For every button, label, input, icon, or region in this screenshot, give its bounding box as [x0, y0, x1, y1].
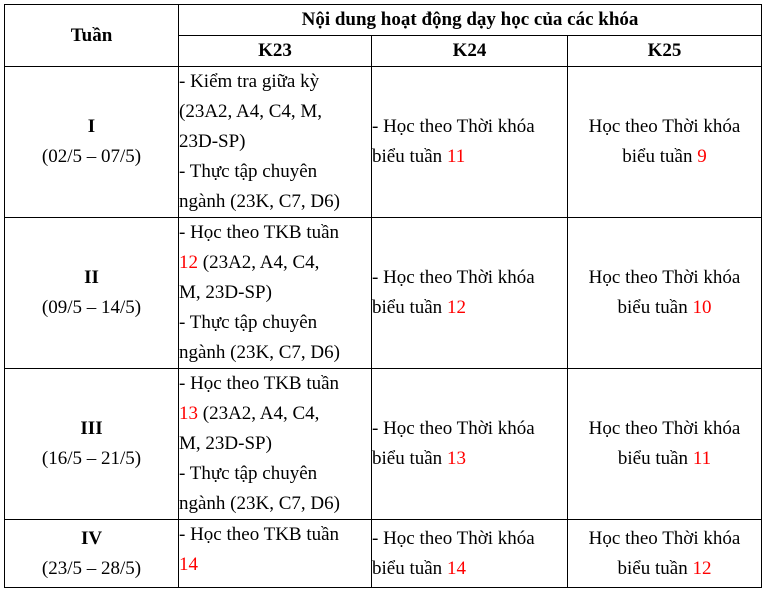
k23-text-line: M, 23D-SP)	[179, 282, 272, 303]
k23-text-line: - Thực tập chuyên	[179, 463, 318, 484]
k23-cell	[179, 520, 372, 588]
k25-cell	[568, 369, 762, 520]
k25-text-prefix: biểu tuần	[617, 297, 693, 318]
k25-text-line: Học theo Thời khóa	[588, 418, 741, 439]
k23-text-line: - Học theo TKB tuần	[179, 222, 340, 243]
k25-text-line	[568, 554, 761, 584]
k24-week-number: 12	[446, 297, 466, 318]
k23-text-line: ngành (23K, C7, D6)	[179, 342, 340, 363]
k24-text-line	[372, 293, 567, 323]
k25-text-line	[568, 293, 761, 323]
k24-cell	[372, 67, 568, 218]
week-cell	[5, 218, 179, 369]
week-number: III	[80, 418, 103, 439]
k23-text-line	[179, 399, 371, 429]
k24-cell	[372, 218, 568, 369]
k24-text-line: - Học theo Thời khóa	[372, 267, 535, 288]
k25-week-number: 10	[692, 297, 712, 318]
k23-text-line: M, 23D-SP)	[179, 433, 272, 454]
k24-text-prefix: biểu tuần	[372, 146, 447, 167]
k23-text-line	[179, 248, 371, 278]
k24-text-line: - Học theo Thời khóa	[372, 527, 535, 549]
k25-text-prefix: biểu tuần	[622, 146, 698, 167]
k23-text-line: - Học theo TKB tuần	[179, 524, 340, 545]
k23-cell	[179, 218, 372, 369]
week-dates: (02/5 – 07/5)	[41, 146, 142, 167]
header-row-main	[5, 5, 762, 36]
k24-text-line	[372, 444, 567, 474]
week-dates: (23/5 – 28/5)	[41, 557, 142, 579]
k24-cell	[372, 520, 568, 588]
k23-text-suffix: (23A2, A4, C4,	[198, 252, 320, 273]
k25-week-number: 9	[697, 146, 707, 167]
k25-text-line	[568, 142, 761, 172]
k25-cell	[568, 520, 762, 588]
k24-week-number: 14	[446, 557, 466, 579]
k24-text-line	[372, 142, 567, 172]
k23-text-line: - Thực tập chuyên	[179, 312, 318, 333]
activity-group-header: Nội dung hoạt động dạy học của các khóa	[179, 5, 762, 36]
k25-week-number: 11	[692, 448, 712, 469]
table-row	[5, 520, 762, 588]
k24-week-number: 13	[446, 448, 466, 469]
course-header-k24: K24	[372, 36, 568, 67]
table-row	[5, 67, 762, 218]
k23-text-suffix: (23A2, A4, C4,	[198, 403, 320, 424]
k23-text-line: - Kiểm tra giữa kỳ	[179, 71, 320, 92]
k24-week-number: 11	[446, 146, 466, 167]
k25-cell	[568, 67, 762, 218]
k23-text-line: ngành (23K, C7, D6)	[179, 493, 340, 514]
k25-text-line: Học theo Thời khóa	[588, 527, 741, 549]
k23-text-line: - Học theo TKB tuần	[179, 373, 340, 394]
k24-text-line: - Học theo Thời khóa	[372, 116, 535, 137]
k23-week-number: 14	[179, 554, 198, 575]
k25-text-prefix: biểu tuần	[617, 557, 693, 579]
week-cell	[5, 520, 179, 588]
week-dates: (16/5 – 21/5)	[41, 448, 142, 469]
course-header-k23: K23	[179, 36, 372, 67]
k25-cell	[568, 218, 762, 369]
week-dates: (09/5 – 14/5)	[41, 297, 142, 318]
k25-text-line: Học theo Thời khóa	[588, 267, 741, 288]
table-row	[5, 369, 762, 520]
k25-text-prefix: biểu tuần	[617, 448, 693, 469]
week-number: II	[84, 267, 99, 288]
k23-week-number: 12	[179, 252, 198, 273]
k23-cell	[179, 67, 372, 218]
k25-week-number: 12	[692, 557, 712, 579]
k24-text-prefix: biểu tuần	[372, 297, 447, 318]
schedule-table	[4, 4, 762, 588]
k25-text-line: Học theo Thời khóa	[588, 116, 741, 137]
k25-text-line	[568, 444, 761, 474]
k23-week-number: 13	[179, 403, 198, 424]
k24-text-line	[372, 554, 567, 584]
k24-text-line: - Học theo Thời khóa	[372, 418, 535, 439]
week-number: I	[87, 116, 96, 137]
course-header-k25: K25	[568, 36, 762, 67]
week-column-header: Tuần	[5, 5, 179, 67]
k23-cell	[179, 369, 372, 520]
week-number: IV	[80, 527, 103, 549]
k23-text-line: ngành (23K, C7, D6)	[179, 191, 340, 212]
k24-text-prefix: biểu tuần	[372, 557, 447, 579]
k23-text-line: 23D-SP)	[179, 131, 246, 152]
table-row	[5, 218, 762, 369]
k23-text-line: (23A2, A4, C4, M,	[179, 101, 323, 122]
k24-text-prefix: biểu tuần	[372, 448, 447, 469]
k24-cell	[372, 369, 568, 520]
week-cell	[5, 67, 179, 218]
k23-text-line: - Thực tập chuyên	[179, 161, 318, 182]
week-cell	[5, 369, 179, 520]
